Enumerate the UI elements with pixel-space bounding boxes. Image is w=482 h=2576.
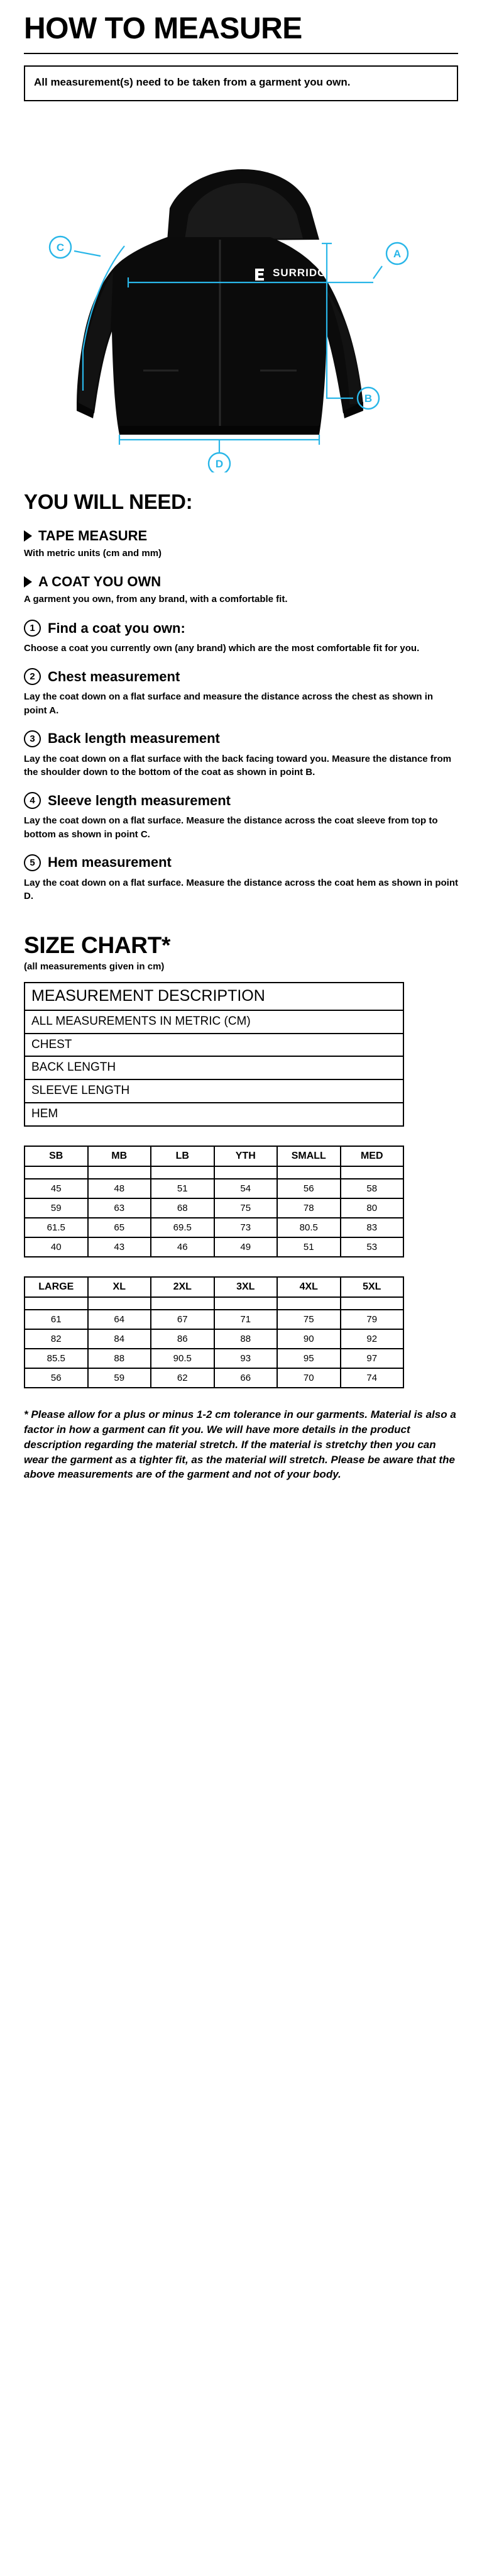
- cell: 75: [214, 1198, 278, 1218]
- step-body: Lay the coat down on a flat surface with the back facing toward you. Measure the distance from the shoulder down to the bottom of the coat as shown in point B.: [24, 753, 452, 778]
- size-header: MB: [88, 1146, 151, 1166]
- step-number: 5: [24, 854, 41, 871]
- cell: 65: [88, 1218, 151, 1237]
- cell: 51: [151, 1179, 214, 1198]
- page-title: HOW TO MEASURE: [24, 12, 302, 45]
- table-row: [25, 1179, 403, 1198]
- step-title: Back length measurement: [48, 730, 220, 747]
- callout-b-label: B: [364, 392, 373, 404]
- callout-a-label: A: [393, 247, 402, 260]
- need-item-sub: A garment you own, from any brand, with a comfortable fit.: [24, 594, 288, 605]
- table-row: [25, 1056, 403, 1079]
- cell: 82: [25, 1329, 88, 1349]
- callout-d-label: D: [215, 457, 224, 470]
- cell: 40: [25, 1237, 88, 1257]
- cell: 56: [25, 1368, 88, 1388]
- table-row: [25, 1198, 403, 1218]
- cell: 49: [214, 1237, 278, 1257]
- cell: 85.5: [25, 1349, 88, 1368]
- cell: 90.5: [151, 1349, 214, 1368]
- table-header-row: [25, 1146, 403, 1166]
- title-divider: [24, 53, 458, 54]
- step-3: [24, 730, 458, 780]
- step-body: Lay the coat down on a flat surface and measure the distance across the chest as shown in point A.: [24, 691, 434, 716]
- cell: 92: [341, 1329, 404, 1349]
- step-body: Choose a coat you currently own (any brand) which are the most comfortable fit for you.: [24, 643, 420, 654]
- cell: 66: [214, 1368, 278, 1388]
- step-title: Hem measurement: [48, 854, 172, 871]
- measurement-row-back-length: BACK LENGTH: [25, 1056, 403, 1079]
- intro-text: All measurement(s) need to be taken from a garment you own.: [34, 76, 351, 88]
- cell: 93: [214, 1349, 278, 1368]
- table-row: [25, 1329, 403, 1349]
- cell: 63: [88, 1198, 151, 1218]
- cell: 74: [341, 1368, 404, 1388]
- measurement-units-row: ALL MEASUREMENTS IN METRIC (CM): [25, 1010, 403, 1034]
- callout-d: [209, 453, 230, 472]
- callout-c: [50, 237, 71, 258]
- step-4: [24, 792, 458, 842]
- table-row: [25, 1010, 403, 1034]
- cell: 53: [341, 1237, 404, 1257]
- cell: 70: [277, 1368, 341, 1388]
- brand-logo: [255, 269, 264, 281]
- table-row: [25, 983, 403, 1010]
- measurement-row-chest: CHEST: [25, 1034, 403, 1057]
- size-header: 2XL: [151, 1277, 214, 1297]
- cell: 86: [151, 1329, 214, 1349]
- size-header: XL: [88, 1277, 151, 1297]
- step-title: Sleeve length measurement: [48, 792, 231, 808]
- cell: 78: [277, 1198, 341, 1218]
- step-number: 3: [24, 730, 41, 747]
- brand-wordmark: SURRIDGE: [273, 266, 334, 279]
- need-item-sub: With metric units (cm and mm): [24, 547, 162, 559]
- need-item-title: A COAT YOU OWN: [38, 574, 162, 590]
- cell: 67: [151, 1310, 214, 1329]
- table-row: [25, 1310, 403, 1329]
- cell: 79: [341, 1310, 404, 1329]
- step-1: [24, 620, 458, 655]
- table-header-row: [25, 1277, 403, 1297]
- size-chart-subtitle: (all measurements given in cm): [24, 961, 165, 973]
- step-title: Find a coat you own:: [48, 620, 185, 636]
- size-table-adult: [24, 1276, 404, 1388]
- triangle-bullet-icon: [24, 576, 32, 588]
- step-number: 4: [24, 792, 41, 809]
- cell: 46: [151, 1237, 214, 1257]
- cell: 95: [277, 1349, 341, 1368]
- size-header: LB: [151, 1146, 214, 1166]
- cell: 59: [25, 1198, 88, 1218]
- cell: 97: [341, 1349, 404, 1368]
- step-number: 1: [24, 620, 41, 637]
- need-item-tape-measure: [24, 528, 458, 560]
- cell: 80.5: [277, 1218, 341, 1237]
- cell: 83: [341, 1218, 404, 1237]
- cell: 80: [341, 1198, 404, 1218]
- jacket-illustration: [77, 169, 363, 435]
- need-item-coat: [24, 574, 458, 606]
- cell: 61: [25, 1310, 88, 1329]
- measurement-description-heading: MEASUREMENT DESCRIPTION: [25, 983, 403, 1010]
- cell: 71: [214, 1310, 278, 1329]
- callout-c-label: C: [56, 241, 65, 254]
- cell: 73: [214, 1218, 278, 1237]
- intro-callout-box: [24, 65, 458, 101]
- table-row: [25, 1103, 403, 1126]
- table-spacer-row: [25, 1166, 403, 1179]
- callout-a: [386, 243, 408, 264]
- cell: 45: [25, 1179, 88, 1198]
- cell: 59: [88, 1368, 151, 1388]
- size-chart-footnote: * Please allow for a plus or minus 1-2 cm tolerance in our garments. Material is also a factor in how a garment can fit you. We will have more details in the product description regarding the material stretch. If the material is stretchy then you can wear the garment as a tighter fit, as the material will stretch. Please be aware that the above measurements are of the garment and not of your body.: [24, 1408, 456, 1481]
- how-to-measure-page: [0, 14, 482, 2576]
- table-row: [25, 1237, 403, 1257]
- size-header: 4XL: [277, 1277, 341, 1297]
- cell: 61.5: [25, 1218, 88, 1237]
- measurement-description-table: [24, 982, 404, 1127]
- cell: 48: [88, 1179, 151, 1198]
- step-body: Lay the coat down on a flat surface. Measure the distance across the coat hem as shown in point D.: [24, 877, 458, 902]
- measurement-row-hem: HEM: [25, 1103, 403, 1126]
- cell: 51: [277, 1237, 341, 1257]
- cell: 43: [88, 1237, 151, 1257]
- cell: 84: [88, 1329, 151, 1349]
- cell: 68: [151, 1198, 214, 1218]
- cell: 62: [151, 1368, 214, 1388]
- triangle-bullet-icon: [24, 530, 32, 542]
- garment-diagram-svg: [24, 120, 458, 472]
- table-row: [25, 1034, 403, 1057]
- cell: 90: [277, 1329, 341, 1349]
- cell: 56: [277, 1179, 341, 1198]
- cell: 88: [214, 1329, 278, 1349]
- need-item-title: TAPE MEASURE: [38, 527, 148, 544]
- cell: 54: [214, 1179, 278, 1198]
- cell: 75: [277, 1310, 341, 1329]
- size-header: YTH: [214, 1146, 278, 1166]
- cell: 58: [341, 1179, 404, 1198]
- size-header: MED: [341, 1146, 404, 1166]
- cell: 64: [88, 1310, 151, 1329]
- table-spacer-row: [25, 1297, 403, 1310]
- table-row: [25, 1349, 403, 1368]
- step-title: Chest measurement: [48, 668, 180, 684]
- cell: 69.5: [151, 1218, 214, 1237]
- step-number: 2: [24, 668, 41, 685]
- table-row: [25, 1368, 403, 1388]
- size-header: 3XL: [214, 1277, 278, 1297]
- size-header: SMALL: [277, 1146, 341, 1166]
- size-header: 5XL: [341, 1277, 404, 1297]
- step-2: [24, 668, 458, 718]
- table-row: [25, 1079, 403, 1103]
- step-5: [24, 854, 458, 904]
- you-will-need-title: YOU WILL NEED:: [24, 489, 193, 513]
- measurement-row-sleeve-length: SLEEVE LENGTH: [25, 1079, 403, 1103]
- garment-diagram: [24, 120, 458, 472]
- table-row: [25, 1218, 403, 1237]
- cell: 88: [88, 1349, 151, 1368]
- size-table-youth: [24, 1146, 404, 1257]
- size-chart-title: SIZE CHART*: [24, 932, 171, 959]
- size-header: LARGE: [25, 1277, 88, 1297]
- size-header: SB: [25, 1146, 88, 1166]
- step-body: Lay the coat down on a flat surface. Measure the distance across the coat sleeve from top to bottom as shown in point C.: [24, 815, 438, 840]
